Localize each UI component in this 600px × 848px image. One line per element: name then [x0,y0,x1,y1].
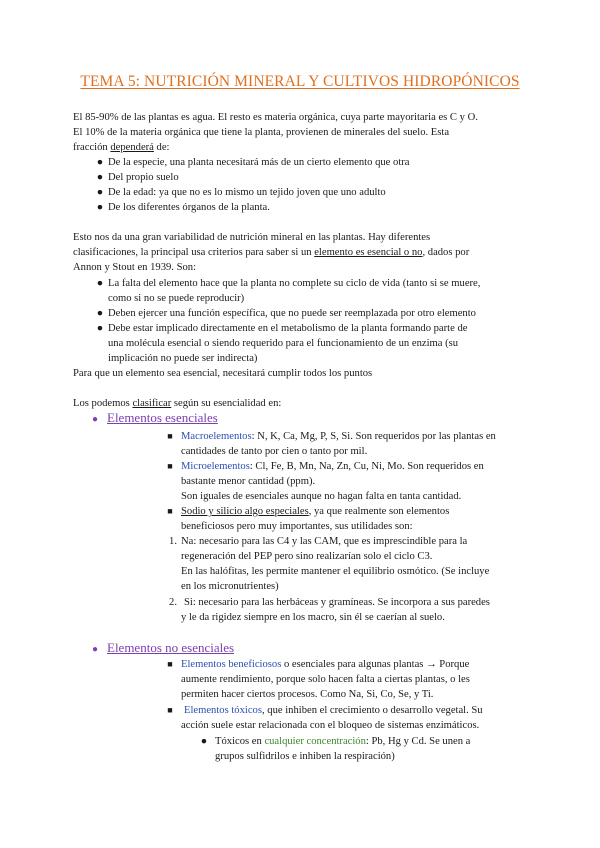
micro-text: : Cl, Fe, B, Mn, Na, Zn, Cu, Ni, Mo. Son requeridos en [249,461,484,472]
tox-line-2: acción suele estar relacionada con el bloqueo de sistemas enzimáticos. [181,720,480,731]
toxic-sub-text-end: : Pb, Hg y Cd. Se unen a [365,736,471,747]
arrow-icon: → [426,659,437,670]
benef-label: Elementos beneficiosos [181,659,282,670]
bullet-icon: ● [96,187,104,198]
list-item-cont: como si no se puede reproducir) [108,293,245,304]
toxic-sub-line-1 [215,734,525,749]
macro-line-2: cantidades de tanto por cien o tanto por mil. [181,446,368,457]
item-number: 2. [169,597,177,608]
item2-line-2: y le da rigidez siempre en los macro, sin él se caerían al suelo. [181,612,445,623]
square-bullet-icon: ■ [167,431,173,441]
variability-text: clasificaciones, la principal usa criterios para saber si un [73,247,315,258]
benef-line-1 [181,657,526,672]
list-item: De la especie, una planta necesitará más de un cierto elemento que otra [108,157,410,168]
classify-underlined: clasificar [132,398,172,409]
micro-label: Microelementos [181,461,250,472]
micro-line-2: bastante menor cantidad (ppm). [181,476,316,487]
special-text: , ya que realmente son elementos [308,506,450,517]
tox-label: Elementos tóxicos [184,705,262,716]
item1-line-2: regeneración del PEP pero sino realizarían solo el ciclo C3. [181,551,433,562]
toxic-sub-line-2: grupos sulfidrilos e inhiben la respiración) [215,751,395,762]
special-underlined: Sodio y silicio algo especiales [181,506,309,517]
intro-line-3 [73,140,533,155]
item2-line-1: Si: necesario para las herbáceas y gramíneas. Se incorpora a sus paredes [184,597,490,608]
intro-text-end: de: [153,142,170,153]
list-item: Deben ejercer una función específica, que no puede ser reemplazada por otro elemento [108,308,476,319]
intro-line-2: El 10% de la materia orgánica que tiene la planta, provienen de minerales del suelo. Esta [73,127,450,138]
square-bullet-icon: ■ [167,506,173,516]
variability-line-3: Annon y Stout en 1939. Son: [73,262,197,273]
special-line-2: beneficiosos pero muy importantes, sus utilidades son: [181,521,413,532]
macro-text: : N, K, Ca, Mg, P, S, Si. Son requeridos por las plantas en [251,431,496,442]
benef-text-end: Porque [436,659,470,670]
page-title: TEMA 5: NUTRICIÓN MINERAL Y CULTIVOS HIDROPÓNICOS [80,73,520,90]
heading-bullet-icon: ● [91,414,99,425]
item1-line-3: En las halófitas, les permite mantener el equilibrio osmótico. (Se incluye [181,566,490,577]
variability-closing: Para que un elemento sea esencial, necesitará cumplir todos los puntos [73,368,373,379]
list-item-cont: implicación no puede ser indirecta) [108,353,258,364]
tox-line-1 [184,703,529,718]
square-bullet-icon: ■ [167,659,173,669]
tox-text: , que inhiben el crecimiento o desarrollo vegetal. Su [261,705,483,716]
bullet-icon: ● [200,736,208,747]
bullet-icon: ● [96,157,104,168]
section-heading-esenciales: Elementos esenciales [107,410,218,425]
benef-line-2: aumente rendimiento, porque solo hacen falta a ciertas plantas, o les [181,674,470,685]
benef-line-3: permiten hacer ciertos procesos. Como Na, Si, Co, Se, y Ti. [181,689,434,700]
list-item: Del propio suelo [108,172,179,183]
special-line-1 [181,504,526,519]
toxic-sub-green: cualquier concentración [264,736,366,747]
bullet-icon: ● [96,323,104,334]
bullet-icon: ● [96,172,104,183]
variability-underlined: elemento es esencial o no [314,247,423,258]
toxic-sub-text: Tóxicos en [215,736,265,747]
square-bullet-icon: ■ [167,705,173,715]
micro-line-1 [181,459,526,474]
heading-bullet-icon: ● [91,644,99,655]
variability-text-end: , dados por [422,247,470,258]
item-number: 1. [169,536,177,547]
macro-line-1 [181,429,526,444]
list-item: De la edad: ya que no es lo mismo un tejido joven que uno adulto [108,187,386,198]
square-bullet-icon: ■ [167,461,173,471]
variability-line-1: Esto nos da una gran variabilidad de nutrición mineral en las plantas. Hay diferentes [73,232,431,243]
micro-line-3: Son iguales de esenciales aunque no hagan falta en tanta cantidad. [181,491,462,502]
intro-line-1: El 85-90% de las plantas es agua. El resto es materia orgánica, cuya parte mayoritaria es C y O. [73,112,478,123]
bullet-icon: ● [96,202,104,213]
list-item-cont: una molécula esencial o siendo requerido para el funcionamiento de un enzima (su [108,338,459,349]
classify-line [73,396,533,411]
intro-underlined: dependerá [110,142,154,153]
benef-text: o esenciales para algunas plantas [281,659,427,670]
item1-line-1: Na: necesario para las C4 y las CAM, que es imprescindible para la [181,536,468,547]
bullet-icon: ● [96,308,104,319]
list-item: La falta del elemento hace que la planta no complete su ciclo de vida (tanto si se muere, [108,278,481,289]
list-item: Debe estar implicado directamente en el metabolismo de la planta formando parte de [108,323,468,334]
classify-text-end: según su esencialidad en: [171,398,282,409]
item1-line-4: en los micronutrientes) [181,581,279,592]
classify-text: Los podemos [73,398,133,409]
macro-label: Macroelementos [181,431,252,442]
list-item: De los diferentes órganos de la planta. [108,202,270,213]
variability-line-2 [73,245,533,260]
section-heading-no-esenciales: Elementos no esenciales [107,640,235,655]
intro-text: fracción [73,142,111,153]
bullet-icon: ● [96,278,104,289]
